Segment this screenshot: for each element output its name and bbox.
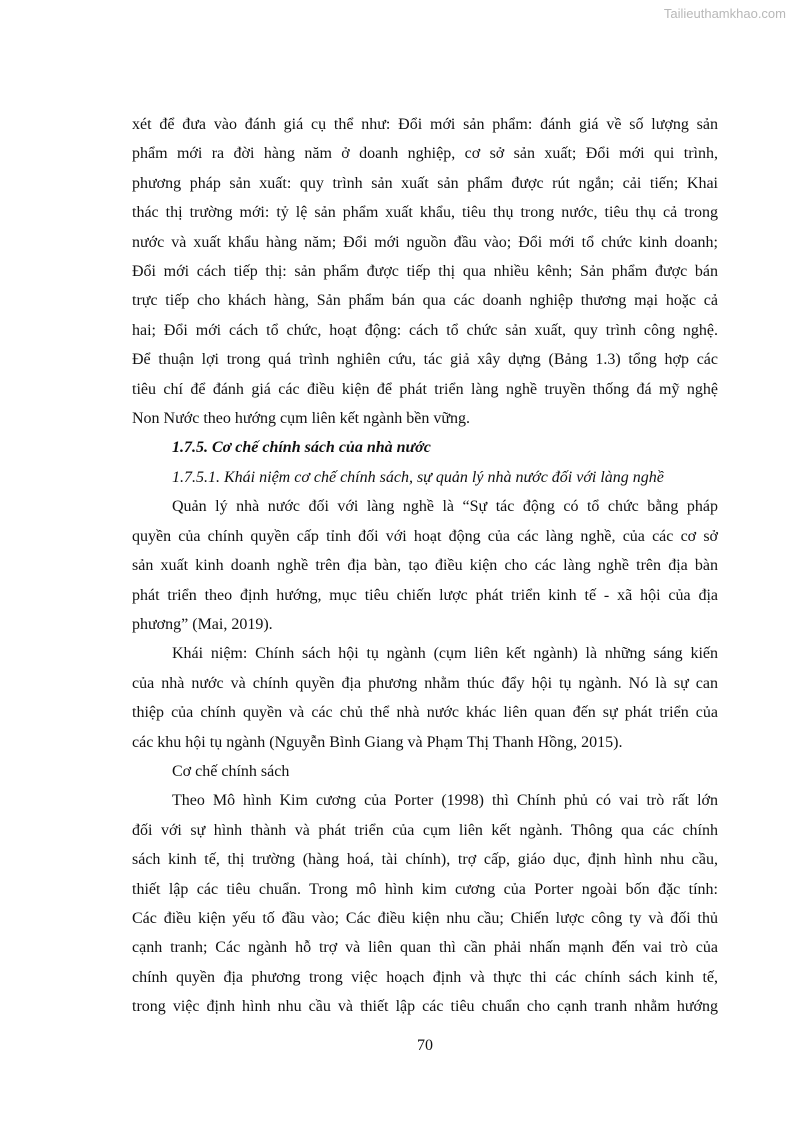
text-line: Các điều kiện yếu tố đầu vào; Các điều kiện nhu cầu; Chiến lược công ty và đối thủ	[132, 909, 718, 927]
text-line: trực tiếp cho khách hàng, Sản phẩm bán qua các doanh nghiệp thương mại hoặc cả	[132, 292, 718, 310]
text-line: phương” (Mai, 2019).	[132, 615, 273, 633]
paragraph-2	[132, 492, 718, 639]
text-line: Non Nước theo hướng cụm liên kết ngành bền vững.	[132, 410, 470, 428]
text-line: thác thị trường mới: tỷ lệ sản phẩm xuất khẩu, tiêu thụ trong nước, tiêu thụ cả trong	[132, 204, 718, 222]
text-line: quyền của chính quyền cấp tỉnh đối với hoạt động của các làng nghề, của các cơ sở	[132, 527, 718, 545]
text-line: xét để đưa vào đánh giá cụ thể như: Đổi mới sản phẩm: đánh giá về số lượng sản	[132, 116, 718, 133]
text-line: Theo Mô hình Kim cương của Porter (1998) thì Chính phủ có vai trò rất lớn	[172, 792, 718, 810]
text-line: đối với sự hình thành và phát triển của cụm liên kết ngành. Thông qua các chính	[132, 821, 718, 839]
text-line: nước và xuất khẩu hàng năm; Đổi mới nguồn đầu vào; Đổi mới tổ chức kinh doanh;	[132, 233, 718, 251]
subsection-heading: 1.7.5.1. Khái niệm cơ chế chính sách, sự quản lý nhà nước đối với làng nghề	[172, 468, 664, 486]
text-line: Đổi mới cách tiếp thị: sản phẩm được tiếp thị qua nhiều kênh; Sản phẩm được bán	[132, 263, 718, 281]
text-line: sản xuất kinh doanh nghề trên địa bàn, tạo điều kiện cho các làng nghề trên địa bàn	[132, 557, 718, 575]
text-line: phẩm mới ra đời hàng năm ở doanh nghiệp, cơ sở sản xuất; Đổi mới qui trình,	[132, 145, 718, 163]
text-line: thiết lập các tiêu chuẩn. Trong mô hình kim cương của Porter ngoài bốn đặc tính:	[132, 880, 718, 898]
text-line: thiệp của chính quyền và các chủ thể nhà nước khác liên quan đến sự phát triển của	[132, 704, 718, 722]
text-line: Khái niệm: Chính sách hội tụ ngành (cụm liên kết ngành) là những sáng kiến	[172, 645, 718, 663]
text-line: các khu hội tụ ngành (Nguyễn Bình Giang và Phạm Thị Thanh Hồng, 2015).	[132, 733, 623, 751]
paragraph-1	[132, 110, 718, 433]
text-line: Để thuận lợi trong quá trình nghiên cứu, tác giả xây dựng (Bảng 1.3) tổng hợp các	[132, 351, 718, 369]
text-line: trong việc định hình nhu cầu và thiết lập các tiêu chuẩn cho cạnh tranh nhằm hướng	[132, 998, 718, 1016]
section-heading: 1.7.5. Cơ chế chính sách của nhà nước	[172, 439, 431, 457]
text-line: tiêu chí để đánh giá các điều kiện để phát triển làng nghề truyền thống đá mỹ nghệ	[132, 380, 718, 398]
page-number: 70	[417, 1037, 433, 1054]
watermark: Tailieuthamkhao.com	[663, 6, 786, 21]
subheading: Cơ chế chính sách	[172, 762, 290, 780]
text-line: Quản lý nhà nước đối với làng nghề là “Sự tác động có tổ chức bằng pháp	[172, 498, 718, 516]
paragraph-3	[132, 639, 718, 757]
text-line: cạnh tranh; Các ngành hỗ trợ và liên quan thì cần phải nhấn mạnh đến vai trò của	[132, 939, 718, 957]
text-line: chính quyền địa phương trong việc hoạch định và thực thi các chính sách kinh tế,	[132, 968, 718, 986]
text-line: hai; Đổi mới cách tổ chức, hoạt động: cách tổ chức sản xuất, quy trình công nghệ.	[132, 321, 718, 339]
text-line: phát triển theo định hướng, mục tiêu chiến lược phát triển kinh tế - xã hội của địa	[132, 586, 718, 604]
text-line: sách kinh tế, thị trường (hàng hoá, tài chính), trợ cấp, giáo dục, định hình nhu cầu,	[132, 851, 718, 869]
text-line: của nhà nước và chính quyền địa phương nhằm thúc đẩy hội tụ ngành. Nó là sự can	[132, 674, 718, 692]
text-line: phương pháp sản xuất: quy trình sản xuất sản phẩm được rút ngắn; cải tiến; Khai	[132, 174, 718, 192]
page-body	[132, 110, 718, 1022]
paragraph-4	[132, 786, 718, 1021]
